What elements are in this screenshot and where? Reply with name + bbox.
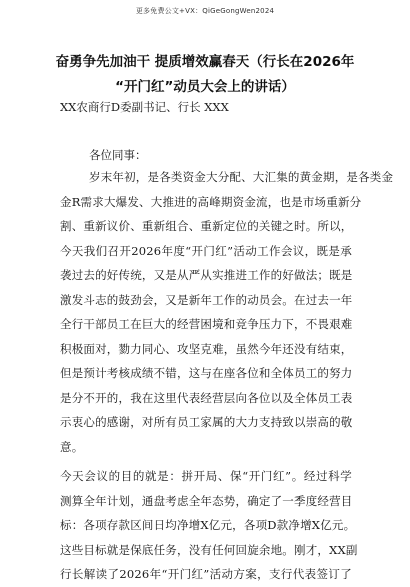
paragraph-2 xyxy=(60,464,358,587)
paragraph-1-line: 激发斗志的鼓劲会，又是新年工作的动员会。在过去一年 xyxy=(60,292,353,307)
paragraph-2-line: 测算全年计划，通盘考虑全年态势，确定了一季度经营目 xyxy=(60,493,353,508)
paragraph-1-line: 金R需求大爆发、大推进的高峰期资金流，也是市场重新分 xyxy=(60,194,362,209)
paragraph-2-line: 今天会议的目的就是：拼开局、保“开门红”。经过科学 xyxy=(60,469,352,483)
paragraph-1-line: 是分不开的，我在这里代表经营层向各位以及全体员工表 xyxy=(60,390,353,405)
paragraph-1-line: 岁末年初，是各类资金大分配、大汇集的黄金期，是各类金 xyxy=(89,170,394,184)
paragraph-1-line: 积极面对，勠力同心、攻坚克难，虽然今年还没有结束， xyxy=(60,341,353,356)
paragraph-2-line: 行长解读了2026年“开门红”活动方案，支行代表签订了 xyxy=(60,567,352,581)
paragraph-2-line: 这些目标就是保底任务，没有任何回旋余地。刚才，XX副 xyxy=(60,542,358,557)
paragraph-1 xyxy=(60,165,394,459)
paragraph-1-line: 割、重新议价、重新组合、重新定位的关键之时。所以， xyxy=(60,219,353,233)
page-header-note: 更多免费公文+VX：QiGeGongWen2024 xyxy=(135,7,275,15)
paragraph-1-line: 示衷心的感谢，对所有员工家属的大力支持致以崇高的敬 xyxy=(60,415,353,429)
paragraph-1-line: 今天我们召开2026年度“开门红”活动工作会议，既是承 xyxy=(60,243,352,258)
paragraph-2-line: 标：各项存款区间日均净增X亿元，各项D款净增X亿元。 xyxy=(60,518,356,532)
speaker-byline: XX农商行D委副书记、行长 XXX xyxy=(60,100,229,114)
paragraph-1-line: 意。 xyxy=(60,439,84,454)
paragraph-1-line: 袭过去的好传统，又是从严从实推进工作的好做法；既是 xyxy=(60,268,353,282)
paragraph-1-line: 但是预计考核成绩不错，这与在座各位和全体员工的努力 xyxy=(60,366,353,380)
document-title-line-1: 奋勇争先加油干 提质增效赢春天（行长在2026年 xyxy=(55,54,355,70)
document-title-line-2: “开门红”动员大会上的讲话） xyxy=(115,79,295,95)
salutation: 各位同事： xyxy=(89,148,147,162)
document-title xyxy=(40,50,370,100)
paragraph-1-line: 全行干部员工在巨大的经营困境和竞争压力下，不畏艰难 xyxy=(60,317,353,331)
